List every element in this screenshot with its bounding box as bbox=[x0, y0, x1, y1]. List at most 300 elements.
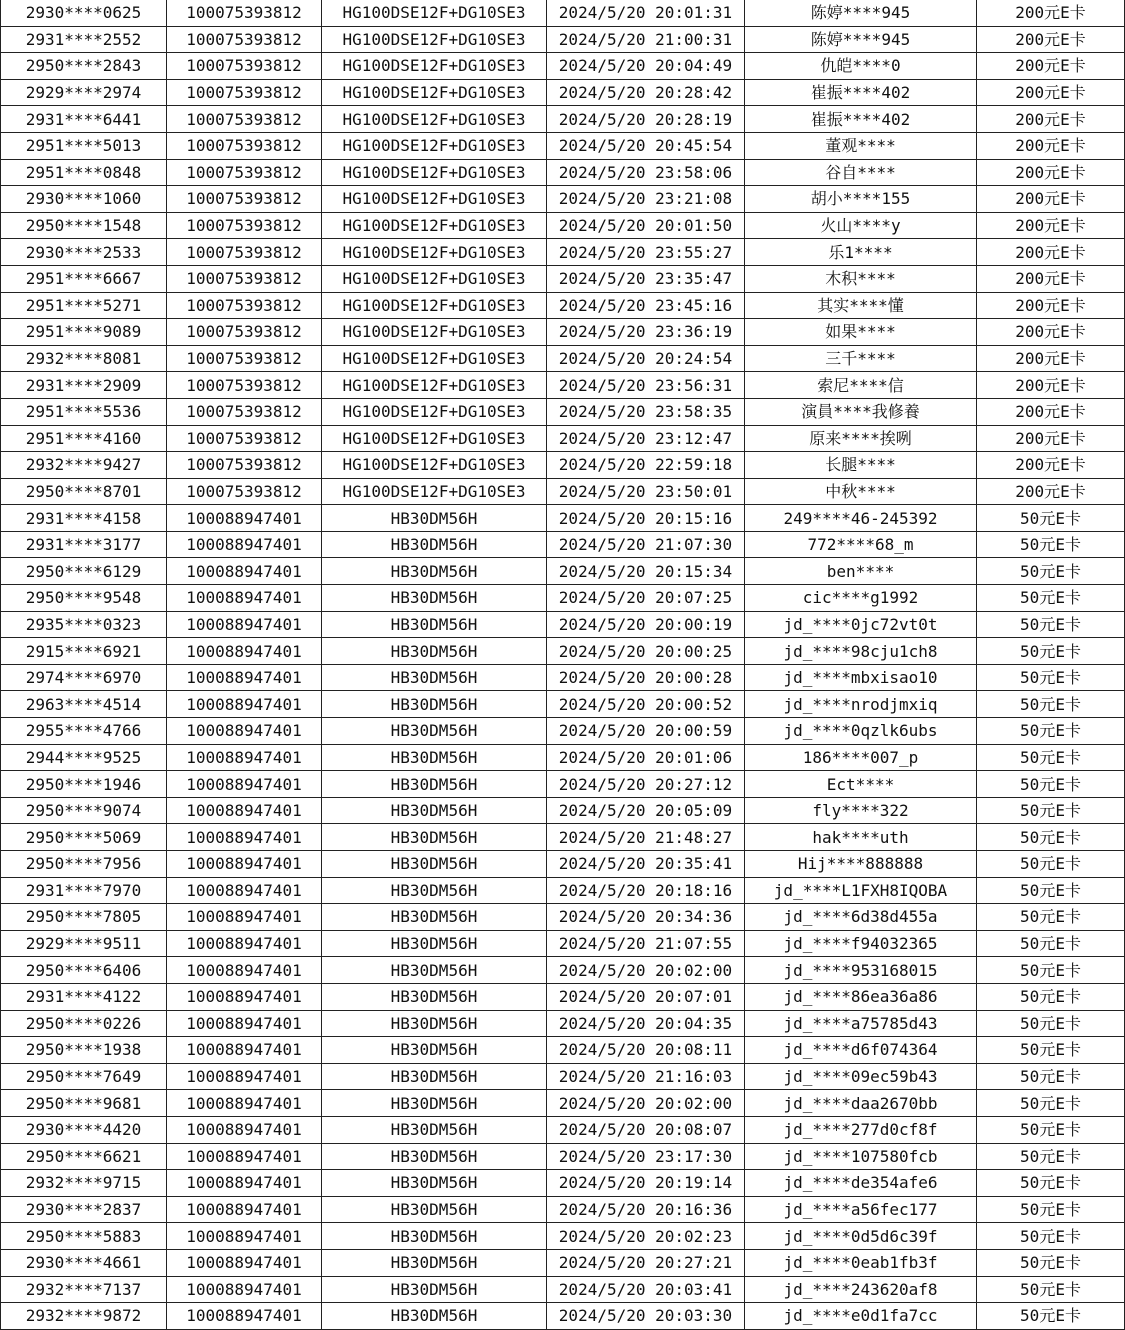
order-id-cell: 2950****7956 bbox=[1, 851, 167, 878]
table-row bbox=[1, 1090, 1125, 1117]
username-cell: 索尼****信 bbox=[745, 372, 977, 399]
model-cell: HB30DM56H bbox=[322, 558, 547, 585]
order-time-cell: 2024/5/20 20:08:11 bbox=[547, 1037, 745, 1064]
prize-cell: 50元E卡 bbox=[977, 1090, 1125, 1117]
username-cell: 仇皑****0 bbox=[745, 53, 977, 80]
table-row bbox=[1, 79, 1125, 106]
product-id-cell: 100088947401 bbox=[167, 824, 322, 851]
username-cell: jd_****0d5d6c39f bbox=[745, 1223, 977, 1250]
product-id-cell: 100075393812 bbox=[167, 425, 322, 452]
order-id-cell: 2951****5271 bbox=[1, 292, 167, 319]
table-row bbox=[1, 452, 1125, 479]
table-row bbox=[1, 239, 1125, 266]
order-id-cell: 2950****6621 bbox=[1, 1143, 167, 1170]
order-id-cell: 2931****2552 bbox=[1, 26, 167, 53]
order-id-cell: 2950****1548 bbox=[1, 212, 167, 239]
prize-cell: 50元E卡 bbox=[977, 1249, 1125, 1276]
order-id-cell: 2944****9525 bbox=[1, 744, 167, 771]
username-cell: jd_****0jc72vt0t bbox=[745, 611, 977, 638]
username-cell: jd_****a56fec177 bbox=[745, 1196, 977, 1223]
order-id-cell: 2950****0226 bbox=[1, 1010, 167, 1037]
prize-cell: 50元E卡 bbox=[977, 718, 1125, 745]
username-cell: 186****007_p bbox=[745, 744, 977, 771]
product-id-cell: 100088947401 bbox=[167, 1303, 322, 1330]
product-id-cell: 100075393812 bbox=[167, 372, 322, 399]
model-cell: HG100DSE12F+DG10SE3 bbox=[322, 292, 547, 319]
prize-cell: 50元E卡 bbox=[977, 1010, 1125, 1037]
prize-cell: 50元E卡 bbox=[977, 1116, 1125, 1143]
order-id-cell: 2932****8081 bbox=[1, 345, 167, 372]
product-id-cell: 100088947401 bbox=[167, 744, 322, 771]
model-cell: HG100DSE12F+DG10SE3 bbox=[322, 132, 547, 159]
prize-cell: 50元E卡 bbox=[977, 983, 1125, 1010]
username-cell: jd_****daa2670bb bbox=[745, 1090, 977, 1117]
product-id-cell: 100075393812 bbox=[167, 319, 322, 346]
product-id-cell: 100088947401 bbox=[167, 505, 322, 532]
table-row bbox=[1, 1143, 1125, 1170]
order-time-cell: 2024/5/20 21:07:55 bbox=[547, 930, 745, 957]
product-id-cell: 100088947401 bbox=[167, 1196, 322, 1223]
prize-cell: 50元E卡 bbox=[977, 1063, 1125, 1090]
username-cell: 火山****y bbox=[745, 212, 977, 239]
prize-cell: 200元E卡 bbox=[977, 239, 1125, 266]
username-cell: 胡小****155 bbox=[745, 186, 977, 213]
model-cell: HB30DM56H bbox=[322, 1249, 547, 1276]
model-cell: HG100DSE12F+DG10SE3 bbox=[322, 53, 547, 80]
order-time-cell: 2024/5/20 20:03:41 bbox=[547, 1276, 745, 1303]
order-time-cell: 2024/5/20 20:45:54 bbox=[547, 132, 745, 159]
model-cell: HG100DSE12F+DG10SE3 bbox=[322, 212, 547, 239]
model-cell: HG100DSE12F+DG10SE3 bbox=[322, 425, 547, 452]
order-time-cell: 2024/5/20 20:05:09 bbox=[547, 797, 745, 824]
product-id-cell: 100088947401 bbox=[167, 904, 322, 931]
product-id-cell: 100075393812 bbox=[167, 26, 322, 53]
table-row bbox=[1, 53, 1125, 80]
order-id-cell: 2931****6441 bbox=[1, 106, 167, 133]
product-id-cell: 100088947401 bbox=[167, 638, 322, 665]
username-cell: 崔振****402 bbox=[745, 79, 977, 106]
prize-cell: 200元E卡 bbox=[977, 345, 1125, 372]
product-id-cell: 100088947401 bbox=[167, 558, 322, 585]
order-id-cell: 2950****6129 bbox=[1, 558, 167, 585]
username-cell: jd_****a75785d43 bbox=[745, 1010, 977, 1037]
product-id-cell: 100075393812 bbox=[167, 265, 322, 292]
order-id-cell: 2950****5069 bbox=[1, 824, 167, 851]
order-id-cell: 2955****4766 bbox=[1, 718, 167, 745]
product-id-cell: 100075393812 bbox=[167, 478, 322, 505]
prize-cell: 50元E卡 bbox=[977, 1223, 1125, 1250]
username-cell: 772****68_m bbox=[745, 531, 977, 558]
order-id-cell: 2915****6921 bbox=[1, 638, 167, 665]
order-id-cell: 2932****9872 bbox=[1, 1303, 167, 1330]
username-cell: 原来****挨咧 bbox=[745, 425, 977, 452]
product-id-cell: 100088947401 bbox=[167, 1010, 322, 1037]
username-cell: jd_****d6f074364 bbox=[745, 1037, 977, 1064]
table-row bbox=[1, 1010, 1125, 1037]
username-cell: cic****g1992 bbox=[745, 585, 977, 612]
product-id-cell: 100088947401 bbox=[167, 1143, 322, 1170]
prize-cell: 50元E卡 bbox=[977, 691, 1125, 718]
order-time-cell: 2024/5/20 20:34:36 bbox=[547, 904, 745, 931]
model-cell: HG100DSE12F+DG10SE3 bbox=[322, 186, 547, 213]
username-cell: jd_****f94032365 bbox=[745, 930, 977, 957]
model-cell: HG100DSE12F+DG10SE3 bbox=[322, 478, 547, 505]
product-id-cell: 100075393812 bbox=[167, 186, 322, 213]
order-id-cell: 2931****7970 bbox=[1, 877, 167, 904]
table-row bbox=[1, 797, 1125, 824]
product-id-cell: 100088947401 bbox=[167, 1223, 322, 1250]
model-cell: HB30DM56H bbox=[322, 1143, 547, 1170]
order-time-cell: 2024/5/20 20:18:16 bbox=[547, 877, 745, 904]
prize-cell: 200元E卡 bbox=[977, 79, 1125, 106]
model-cell: HB30DM56H bbox=[322, 824, 547, 851]
order-id-cell: 2950****7649 bbox=[1, 1063, 167, 1090]
table-row bbox=[1, 1037, 1125, 1064]
model-cell: HG100DSE12F+DG10SE3 bbox=[322, 106, 547, 133]
model-cell: HB30DM56H bbox=[322, 877, 547, 904]
product-id-cell: 100088947401 bbox=[167, 718, 322, 745]
username-cell: 乐1**** bbox=[745, 239, 977, 266]
order-id-cell: 2932****9715 bbox=[1, 1170, 167, 1197]
model-cell: HB30DM56H bbox=[322, 691, 547, 718]
model-cell: HG100DSE12F+DG10SE3 bbox=[322, 398, 547, 425]
order-id-cell: 2950****1938 bbox=[1, 1037, 167, 1064]
table-row bbox=[1, 718, 1125, 745]
prize-cell: 50元E卡 bbox=[977, 558, 1125, 585]
table-row bbox=[1, 957, 1125, 984]
order-time-cell: 2024/5/20 20:00:59 bbox=[547, 718, 745, 745]
model-cell: HB30DM56H bbox=[322, 611, 547, 638]
order-id-cell: 2930****2837 bbox=[1, 1196, 167, 1223]
table-row bbox=[1, 319, 1125, 346]
model-cell: HB30DM56H bbox=[322, 585, 547, 612]
order-id-cell: 2931****4122 bbox=[1, 983, 167, 1010]
prize-cell: 50元E卡 bbox=[977, 877, 1125, 904]
product-id-cell: 100075393812 bbox=[167, 398, 322, 425]
username-cell: jd_****de354afe6 bbox=[745, 1170, 977, 1197]
product-id-cell: 100075393812 bbox=[167, 132, 322, 159]
order-id-cell: 2931****2909 bbox=[1, 372, 167, 399]
product-id-cell: 100075393812 bbox=[167, 345, 322, 372]
product-id-cell: 100088947401 bbox=[167, 664, 322, 691]
product-id-cell: 100088947401 bbox=[167, 1063, 322, 1090]
order-time-cell: 2024/5/20 20:00:25 bbox=[547, 638, 745, 665]
order-id-cell: 2930****2533 bbox=[1, 239, 167, 266]
model-cell: HB30DM56H bbox=[322, 904, 547, 931]
prize-cell: 50元E卡 bbox=[977, 797, 1125, 824]
table-row bbox=[1, 398, 1125, 425]
order-time-cell: 2024/5/20 20:02:00 bbox=[547, 957, 745, 984]
order-time-cell: 2024/5/20 23:36:19 bbox=[547, 319, 745, 346]
prize-cell: 200元E卡 bbox=[977, 372, 1125, 399]
order-id-cell: 2951****5013 bbox=[1, 132, 167, 159]
table-row bbox=[1, 824, 1125, 851]
table-row bbox=[1, 425, 1125, 452]
table-row bbox=[1, 744, 1125, 771]
order-id-cell: 2950****9681 bbox=[1, 1090, 167, 1117]
table-row bbox=[1, 159, 1125, 186]
prize-cell: 200元E卡 bbox=[977, 106, 1125, 133]
table-row bbox=[1, 212, 1125, 239]
username-cell: jd_****86ea36a86 bbox=[745, 983, 977, 1010]
product-id-cell: 100088947401 bbox=[167, 691, 322, 718]
order-time-cell: 2024/5/20 20:00:28 bbox=[547, 664, 745, 691]
table-row bbox=[1, 904, 1125, 931]
product-id-cell: 100088947401 bbox=[167, 531, 322, 558]
model-cell: HB30DM56H bbox=[322, 1090, 547, 1117]
order-id-cell: 2974****6970 bbox=[1, 664, 167, 691]
username-cell: 木积**** bbox=[745, 265, 977, 292]
username-cell: jd_****6d38d455a bbox=[745, 904, 977, 931]
username-cell: jd_****0eab1fb3f bbox=[745, 1249, 977, 1276]
model-cell: HB30DM56H bbox=[322, 531, 547, 558]
prize-cell: 50元E卡 bbox=[977, 771, 1125, 798]
username-cell: jd_****953168015 bbox=[745, 957, 977, 984]
order-time-cell: 2024/5/20 20:07:01 bbox=[547, 983, 745, 1010]
order-time-cell: 2024/5/20 20:08:07 bbox=[547, 1116, 745, 1143]
username-cell: 演員****我修養 bbox=[745, 398, 977, 425]
model-cell: HB30DM56H bbox=[322, 1276, 547, 1303]
table-row bbox=[1, 372, 1125, 399]
table-row bbox=[1, 531, 1125, 558]
username-cell: jd_****107580fcb bbox=[745, 1143, 977, 1170]
order-id-cell: 2950****8701 bbox=[1, 478, 167, 505]
model-cell: HG100DSE12F+DG10SE3 bbox=[322, 26, 547, 53]
product-id-cell: 100088947401 bbox=[167, 611, 322, 638]
username-cell: Ect**** bbox=[745, 771, 977, 798]
product-id-cell: 100088947401 bbox=[167, 797, 322, 824]
product-id-cell: 100088947401 bbox=[167, 1037, 322, 1064]
order-id-cell: 2950****1946 bbox=[1, 771, 167, 798]
prize-cell: 50元E卡 bbox=[977, 638, 1125, 665]
model-cell: HB30DM56H bbox=[322, 638, 547, 665]
order-id-cell: 2929****9511 bbox=[1, 930, 167, 957]
order-id-cell: 2930****1060 bbox=[1, 186, 167, 213]
order-time-cell: 2024/5/20 20:28:19 bbox=[547, 106, 745, 133]
table-row bbox=[1, 265, 1125, 292]
order-time-cell: 2024/5/20 20:28:42 bbox=[547, 79, 745, 106]
order-time-cell: 2024/5/20 20:00:52 bbox=[547, 691, 745, 718]
table-row bbox=[1, 1116, 1125, 1143]
order-id-cell: 2951****0848 bbox=[1, 159, 167, 186]
prize-cell: 200元E卡 bbox=[977, 478, 1125, 505]
model-cell: HB30DM56H bbox=[322, 851, 547, 878]
username-cell: jd_****e0d1fa7cc bbox=[745, 1303, 977, 1330]
order-time-cell: 2024/5/20 23:45:16 bbox=[547, 292, 745, 319]
username-cell: 董观**** bbox=[745, 132, 977, 159]
model-cell: HB30DM56H bbox=[322, 664, 547, 691]
prize-cell: 200元E卡 bbox=[977, 292, 1125, 319]
order-id-cell: 2931****3177 bbox=[1, 531, 167, 558]
prize-cell: 200元E卡 bbox=[977, 398, 1125, 425]
order-id-cell: 2930****0625 bbox=[1, 0, 167, 26]
product-id-cell: 100088947401 bbox=[167, 877, 322, 904]
order-time-cell: 2024/5/20 20:16:36 bbox=[547, 1196, 745, 1223]
table-row bbox=[1, 1063, 1125, 1090]
order-id-cell: 2931****4158 bbox=[1, 505, 167, 532]
product-id-cell: 100088947401 bbox=[167, 851, 322, 878]
table-row bbox=[1, 983, 1125, 1010]
prize-cell: 50元E卡 bbox=[977, 824, 1125, 851]
model-cell: HG100DSE12F+DG10SE3 bbox=[322, 0, 547, 26]
order-time-cell: 2024/5/20 20:35:41 bbox=[547, 851, 745, 878]
order-id-cell: 2950****7805 bbox=[1, 904, 167, 931]
table-row bbox=[1, 611, 1125, 638]
username-cell: 其实****懂 bbox=[745, 292, 977, 319]
table-row bbox=[1, 478, 1125, 505]
prize-cell: 200元E卡 bbox=[977, 212, 1125, 239]
username-cell: ben**** bbox=[745, 558, 977, 585]
prize-cell: 50元E卡 bbox=[977, 611, 1125, 638]
username-cell: jd_****nrodjmxiq bbox=[745, 691, 977, 718]
order-time-cell: 2024/5/20 23:58:35 bbox=[547, 398, 745, 425]
order-time-cell: 2024/5/20 21:00:31 bbox=[547, 26, 745, 53]
order-id-cell: 2951****9089 bbox=[1, 319, 167, 346]
table-row bbox=[1, 505, 1125, 532]
order-time-cell: 2024/5/20 20:15:16 bbox=[547, 505, 745, 532]
model-cell: HB30DM56H bbox=[322, 957, 547, 984]
model-cell: HG100DSE12F+DG10SE3 bbox=[322, 79, 547, 106]
order-id-cell: 2950****5883 bbox=[1, 1223, 167, 1250]
prize-cell: 50元E卡 bbox=[977, 1037, 1125, 1064]
product-id-cell: 100075393812 bbox=[167, 452, 322, 479]
order-time-cell: 2024/5/20 20:01:50 bbox=[547, 212, 745, 239]
product-id-cell: 100088947401 bbox=[167, 1090, 322, 1117]
table-row bbox=[1, 930, 1125, 957]
order-id-cell: 2951****4160 bbox=[1, 425, 167, 452]
prize-cell: 200元E卡 bbox=[977, 186, 1125, 213]
table-row bbox=[1, 664, 1125, 691]
prize-cell: 50元E卡 bbox=[977, 1143, 1125, 1170]
product-id-cell: 100088947401 bbox=[167, 1116, 322, 1143]
order-time-cell: 2024/5/20 23:55:27 bbox=[547, 239, 745, 266]
product-id-cell: 100088947401 bbox=[167, 930, 322, 957]
model-cell: HG100DSE12F+DG10SE3 bbox=[322, 265, 547, 292]
table-row bbox=[1, 186, 1125, 213]
product-id-cell: 100088947401 bbox=[167, 983, 322, 1010]
order-time-cell: 2024/5/20 20:07:25 bbox=[547, 585, 745, 612]
model-cell: HB30DM56H bbox=[322, 1063, 547, 1090]
order-time-cell: 2024/5/20 23:12:47 bbox=[547, 425, 745, 452]
prize-cell: 200元E卡 bbox=[977, 425, 1125, 452]
order-time-cell: 2024/5/20 20:15:34 bbox=[547, 558, 745, 585]
order-time-cell: 2024/5/20 21:07:30 bbox=[547, 531, 745, 558]
prize-cell: 50元E卡 bbox=[977, 664, 1125, 691]
prize-cell: 200元E卡 bbox=[977, 159, 1125, 186]
order-time-cell: 2024/5/20 23:17:30 bbox=[547, 1143, 745, 1170]
username-cell: 如果**** bbox=[745, 319, 977, 346]
username-cell: jd_****L1FXH8IQOBA bbox=[745, 877, 977, 904]
order-time-cell: 2024/5/20 21:16:03 bbox=[547, 1063, 745, 1090]
prize-cell: 50元E卡 bbox=[977, 585, 1125, 612]
username-cell: 249****46-245392 bbox=[745, 505, 977, 532]
prize-cell: 50元E卡 bbox=[977, 531, 1125, 558]
prize-cell: 50元E卡 bbox=[977, 1276, 1125, 1303]
order-time-cell: 2024/5/20 20:02:00 bbox=[547, 1090, 745, 1117]
order-id-cell: 2950****9074 bbox=[1, 797, 167, 824]
order-time-cell: 2024/5/20 20:27:21 bbox=[547, 1249, 745, 1276]
prize-cell: 50元E卡 bbox=[977, 505, 1125, 532]
table-row bbox=[1, 638, 1125, 665]
order-time-cell: 2024/5/20 20:02:23 bbox=[547, 1223, 745, 1250]
order-time-cell: 2024/5/20 20:19:14 bbox=[547, 1170, 745, 1197]
prize-cell: 200元E卡 bbox=[977, 452, 1125, 479]
order-time-cell: 2024/5/20 20:01:06 bbox=[547, 744, 745, 771]
product-id-cell: 100088947401 bbox=[167, 957, 322, 984]
order-time-cell: 2024/5/20 23:56:31 bbox=[547, 372, 745, 399]
username-cell: jd_****0qzlk6ubs bbox=[745, 718, 977, 745]
order-id-cell: 2950****9548 bbox=[1, 585, 167, 612]
product-id-cell: 100075393812 bbox=[167, 106, 322, 133]
username-cell: 陈婷****945 bbox=[745, 26, 977, 53]
table-row bbox=[1, 851, 1125, 878]
order-time-cell: 2024/5/20 23:35:47 bbox=[547, 265, 745, 292]
username-cell: 长腿**** bbox=[745, 452, 977, 479]
model-cell: HB30DM56H bbox=[322, 1303, 547, 1330]
table-row bbox=[1, 1196, 1125, 1223]
product-id-cell: 100088947401 bbox=[167, 585, 322, 612]
prize-cell: 200元E卡 bbox=[977, 132, 1125, 159]
username-cell: Hij****888888 bbox=[745, 851, 977, 878]
table-row bbox=[1, 558, 1125, 585]
product-id-cell: 100075393812 bbox=[167, 292, 322, 319]
product-id-cell: 100075393812 bbox=[167, 0, 322, 26]
model-cell: HG100DSE12F+DG10SE3 bbox=[322, 239, 547, 266]
product-id-cell: 100075393812 bbox=[167, 79, 322, 106]
model-cell: HB30DM56H bbox=[322, 744, 547, 771]
username-cell: jd_****243620af8 bbox=[745, 1276, 977, 1303]
order-time-cell: 2024/5/20 23:50:01 bbox=[547, 478, 745, 505]
order-time-cell: 2024/5/20 20:27:12 bbox=[547, 771, 745, 798]
order-time-cell: 2024/5/20 20:01:31 bbox=[547, 0, 745, 26]
order-id-cell: 2950****2843 bbox=[1, 53, 167, 80]
product-id-cell: 100088947401 bbox=[167, 1170, 322, 1197]
model-cell: HB30DM56H bbox=[322, 983, 547, 1010]
prize-cell: 50元E卡 bbox=[977, 1196, 1125, 1223]
table-row bbox=[1, 0, 1125, 26]
model-cell: HB30DM56H bbox=[322, 1196, 547, 1223]
username-cell: 中秋**** bbox=[745, 478, 977, 505]
order-id-cell: 2929****2974 bbox=[1, 79, 167, 106]
order-id-cell: 2935****0323 bbox=[1, 611, 167, 638]
model-cell: HG100DSE12F+DG10SE3 bbox=[322, 452, 547, 479]
table-row bbox=[1, 345, 1125, 372]
product-id-cell: 100075393812 bbox=[167, 53, 322, 80]
username-cell: jd_****98cju1ch8 bbox=[745, 638, 977, 665]
order-id-cell: 2930****4420 bbox=[1, 1116, 167, 1143]
table-row bbox=[1, 1223, 1125, 1250]
table-row bbox=[1, 106, 1125, 133]
order-time-cell: 2024/5/20 20:04:35 bbox=[547, 1010, 745, 1037]
model-cell: HB30DM56H bbox=[322, 1010, 547, 1037]
model-cell: HB30DM56H bbox=[322, 718, 547, 745]
order-id-cell: 2950****6406 bbox=[1, 957, 167, 984]
order-id-cell: 2932****7137 bbox=[1, 1276, 167, 1303]
model-cell: HB30DM56H bbox=[322, 797, 547, 824]
model-cell: HG100DSE12F+DG10SE3 bbox=[322, 372, 547, 399]
table-body bbox=[1, 0, 1125, 1329]
prize-cell: 200元E卡 bbox=[977, 53, 1125, 80]
prize-cell: 50元E卡 bbox=[977, 744, 1125, 771]
prize-cell: 50元E卡 bbox=[977, 930, 1125, 957]
table-row bbox=[1, 26, 1125, 53]
order-id-cell: 2951****6667 bbox=[1, 265, 167, 292]
order-time-cell: 2024/5/20 22:59:18 bbox=[547, 452, 745, 479]
username-cell: 三千**** bbox=[745, 345, 977, 372]
model-cell: HB30DM56H bbox=[322, 771, 547, 798]
username-cell: hak****uth bbox=[745, 824, 977, 851]
table-row bbox=[1, 877, 1125, 904]
